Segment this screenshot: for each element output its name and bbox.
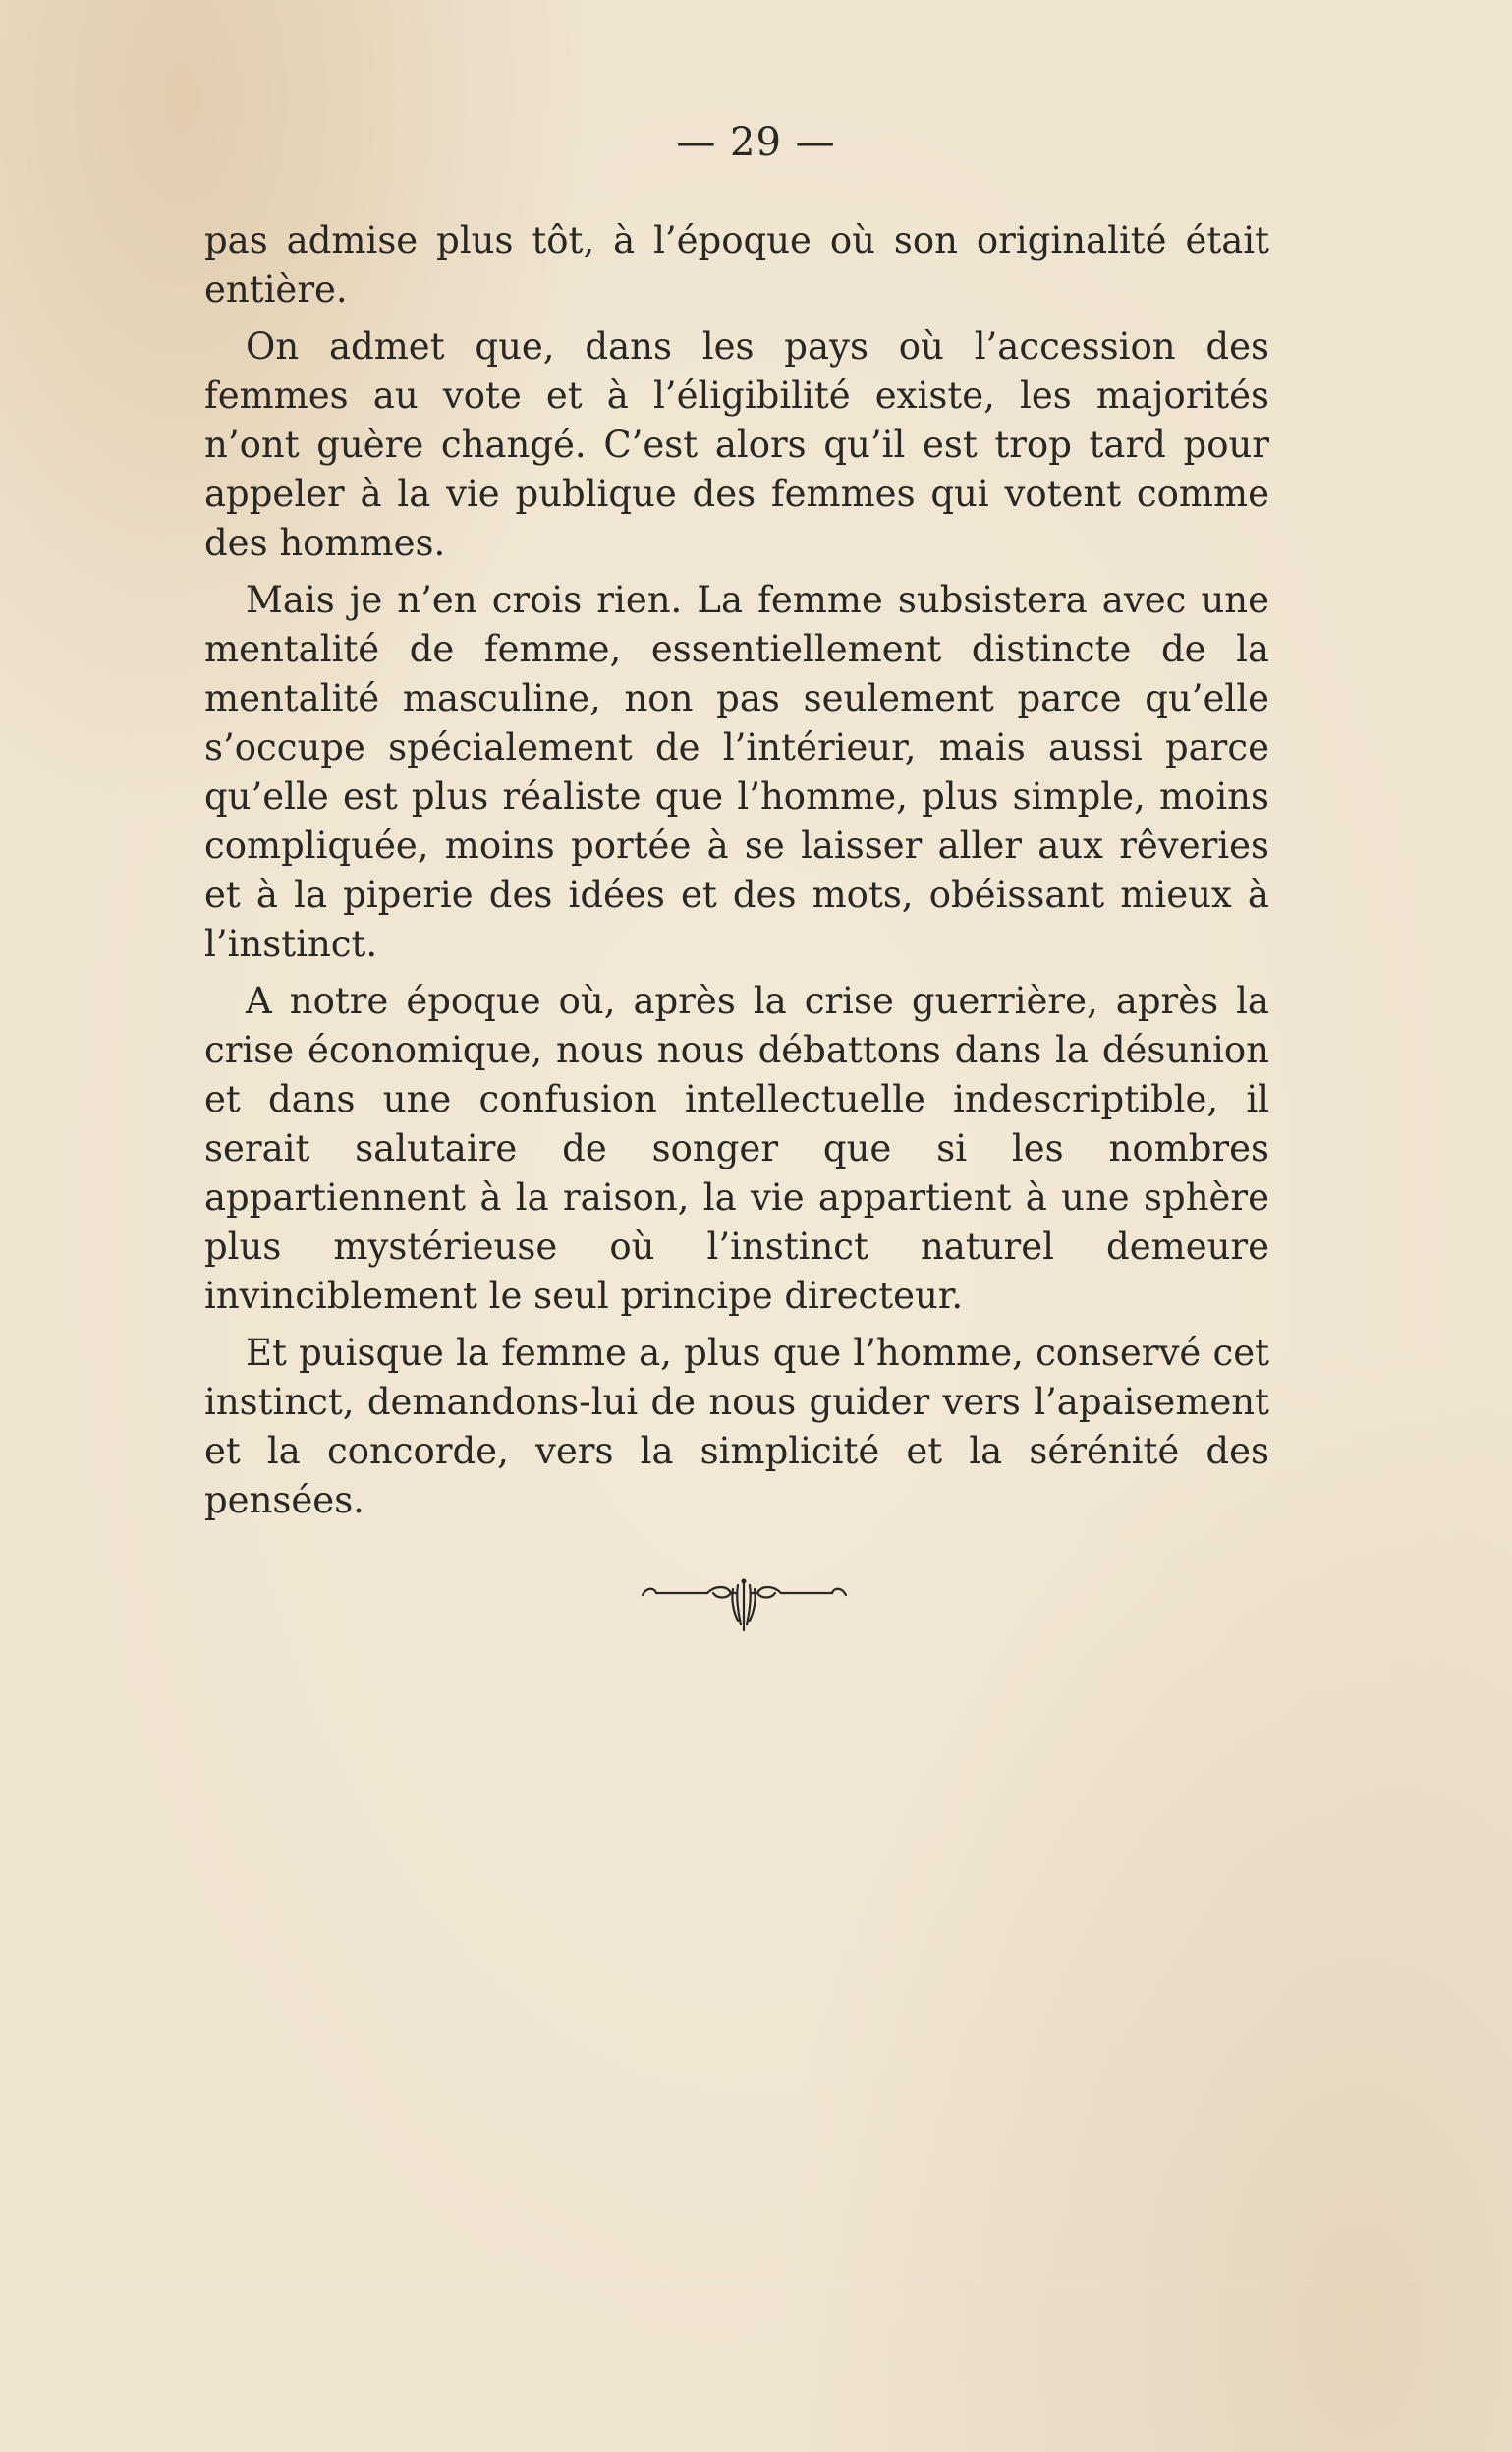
end-ornament-icon bbox=[639, 1577, 850, 1636]
embossed-border bbox=[59, 2280, 1454, 2429]
paragraph: A notre époque où, après la crise guerrière, après la crise économique, nous nous débattons dans la désunion et dans une confusion intellectuelle indescriptible, il serait salutaire de songer que si les nombres appartiennent à la raison, la vie appartient à une sphère plus mystérieuse où l’instinct naturel demeure invinciblement le seul principe directeur. bbox=[204, 980, 1269, 1317]
paragraph: pas admise plus tôt, à l’époque où son originalité était entière. bbox=[204, 219, 1269, 311]
paragraph: Mais je n’en crois rien. La femme subsistera avec une mentalité de femme, essentiellement distincte de la mentalité masculine, non pas seulement parce qu’elle s’occupe spécialement de l’intérieur, mais aussi parce qu’elle est plus réaliste que l’homme, plus simple, moins compliquée, moins portée à se laisser aller aux rêveries et à la piperie des idées et des mots, obéissant mieux à l’instinct. bbox=[204, 579, 1269, 965]
body-text bbox=[204, 216, 1269, 1533]
page-number: — 29 — bbox=[676, 120, 836, 165]
paragraph: On admet que, dans les pays où l’accession des femmes au vote et à l’éligibilité existe, les majorités n’ont guère changé. C’est alors qu’il est trop tard pour appeler à la vie publique des femmes qui votent comme des hommes. bbox=[204, 325, 1269, 564]
paragraph: Et puisque la femme a, plus que l’homme, conservé cet instinct, demandons-lui de nous guider vers l’apaisement et la concorde, vers la simplicité et la sérénité des pensées. bbox=[204, 1332, 1269, 1521]
